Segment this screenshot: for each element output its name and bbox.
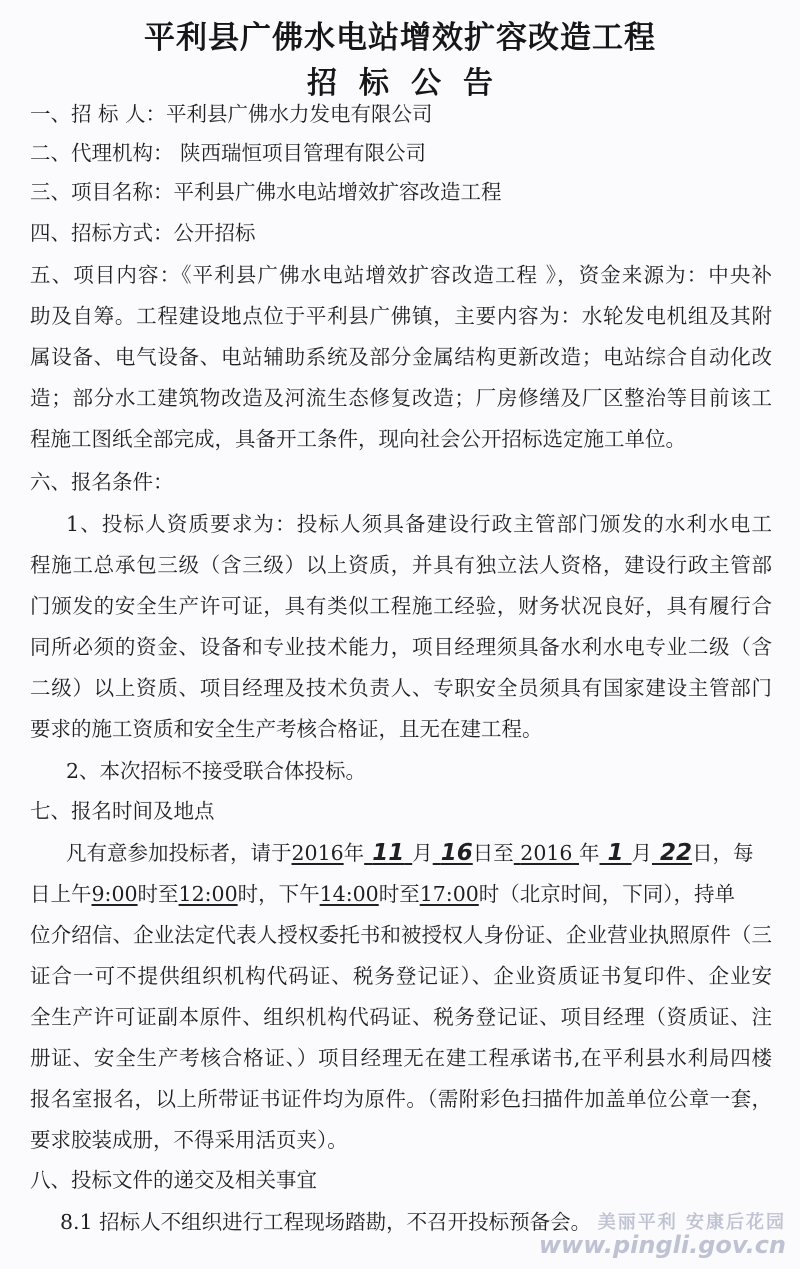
section-6-1-line: 同所必须的资金、设备和专业技术能力，项目经理须具备水利水电专业二级（含: [30, 635, 772, 659]
section-6-1-line: 门颁发的安全生产许可证，具有类似工程施工经验，财务状况良好，具有履行合: [30, 594, 772, 618]
am-start-blank: 9:00: [91, 882, 138, 906]
start-month-handwritten: 11: [372, 840, 405, 866]
text: 日，每: [692, 841, 754, 865]
section-7-line: 全生产许可证副本原件、组织机构代码证、税务登记证、项目经理（资质证、注: [30, 1005, 772, 1029]
document-title: 平利县广佛水电站增效扩容改造工程: [144, 20, 656, 56]
section-6-heading: 六、报名条件：: [30, 470, 174, 494]
section-6-1-line: 二级）以上资质、项目经理及技术负责人、专职安全员须具有国家建设主管部门: [30, 676, 772, 700]
start-day-handwritten: 16: [440, 840, 473, 866]
text: 时至: [378, 882, 420, 906]
document-subtitle: 招标公告: [307, 66, 515, 101]
section-5-line: 造；部分水工建筑物改造及河流生态修复改造；厂房修缮及厂区整治等目前该工: [30, 386, 772, 410]
section-7-line: 证合一可不提供组织机构代码证、税务登记证）、企业资质证书复印件、企业安: [30, 964, 772, 988]
section-6-1-line: 程施工总承包三级（含三级）以上资质，并具有独立法人资格，建设行政主管部: [30, 553, 772, 577]
text: 日至: [472, 841, 514, 865]
text: 年: [578, 841, 600, 865]
text: 月: [412, 841, 433, 865]
section-7-line: 报名室报名，以上所带证书证件均为原件。（需附彩色扫描件加盖单位公章一套，: [30, 1087, 772, 1111]
section-7-line: 册证、安全生产考核合格证、）项目经理无在建工程承诺书,在平利县水利局四楼: [30, 1046, 772, 1070]
registration-date-line: [66, 839, 772, 867]
section-7-line: 要求胶装成册，不得采用活页夹）。: [30, 1128, 348, 1152]
text: 时至: [137, 882, 179, 906]
section-3-project-name: 三、项目名称：平利县广佛水电站增效扩容改造工程: [30, 180, 502, 204]
end-day-handwritten: 22: [660, 840, 693, 866]
site-slogan-watermark: 美丽平利 安康后花园: [597, 1212, 786, 1233]
text: 日上午: [30, 882, 92, 906]
am-end-blank: 12:00: [178, 882, 238, 906]
text: 凡有意参加投标者，请于: [66, 841, 292, 865]
section-5-line: 助及自筹。工程建设地点位于平利县广佛镇，主要内容为：水轮发电机组及其附: [30, 304, 772, 328]
section-7-heading: 七、报名时间及地点: [30, 799, 215, 823]
section-6-1-line: 要求的施工资质和安全生产考核合格证，且无在建工程。: [30, 717, 543, 741]
end-month-handwritten: 1: [607, 840, 624, 866]
text: 年: [343, 841, 365, 865]
section-6-2: 2、本次招标不接受联合体投标。: [66, 759, 367, 783]
end-year-blank: 2016: [520, 841, 573, 865]
registration-time-line: [30, 880, 772, 908]
section-7-line: 位介绍信、企业法定代表人授权委托书和被授权人身份证、企业营业执照原件（三: [30, 923, 772, 947]
start-year-blank: 2016: [291, 841, 344, 865]
section-1-tenderer: 一、招 标 人：平利县广佛水力发电有限公司: [30, 102, 433, 126]
pm-end-blank: 17:00: [419, 882, 479, 906]
section-8-1: 8.1 招标人不组织进行工程现场踏勘，不召开投标预备会。: [60, 1210, 592, 1234]
section-5-line: 五、项目内容：《平利县广佛水电站增效扩容改造工程 》，资金来源为：中央补: [30, 263, 772, 287]
section-5-line: 程施工图纸全部完成，具备开工条件，现向社会公开招标选定施工单位。: [30, 427, 686, 451]
section-6-1-line: 1、投标人资质要求为：投标人须具备建设行政主管部门颁发的水利水电工: [66, 512, 772, 536]
section-8-heading: 八、投标文件的递交及相关事宜: [30, 1168, 317, 1192]
text: 时（北京时间，下同），持单: [478, 882, 736, 906]
text: 月: [631, 841, 653, 865]
site-url-watermark: www.pingli.gov.cn: [538, 1231, 786, 1259]
section-4-method: 四、招标方式：公开招标: [30, 221, 256, 245]
pm-start-blank: 14:00: [319, 882, 379, 906]
section-5-line: 属设备、电气设备、电站辅助系统及部分金属结构更新改造；电站综合自动化改: [30, 345, 772, 369]
text: 时，下午: [237, 882, 320, 906]
section-2-agency: 二、代理机构： 陕西瑞恒项目管理有限公司: [30, 141, 427, 165]
